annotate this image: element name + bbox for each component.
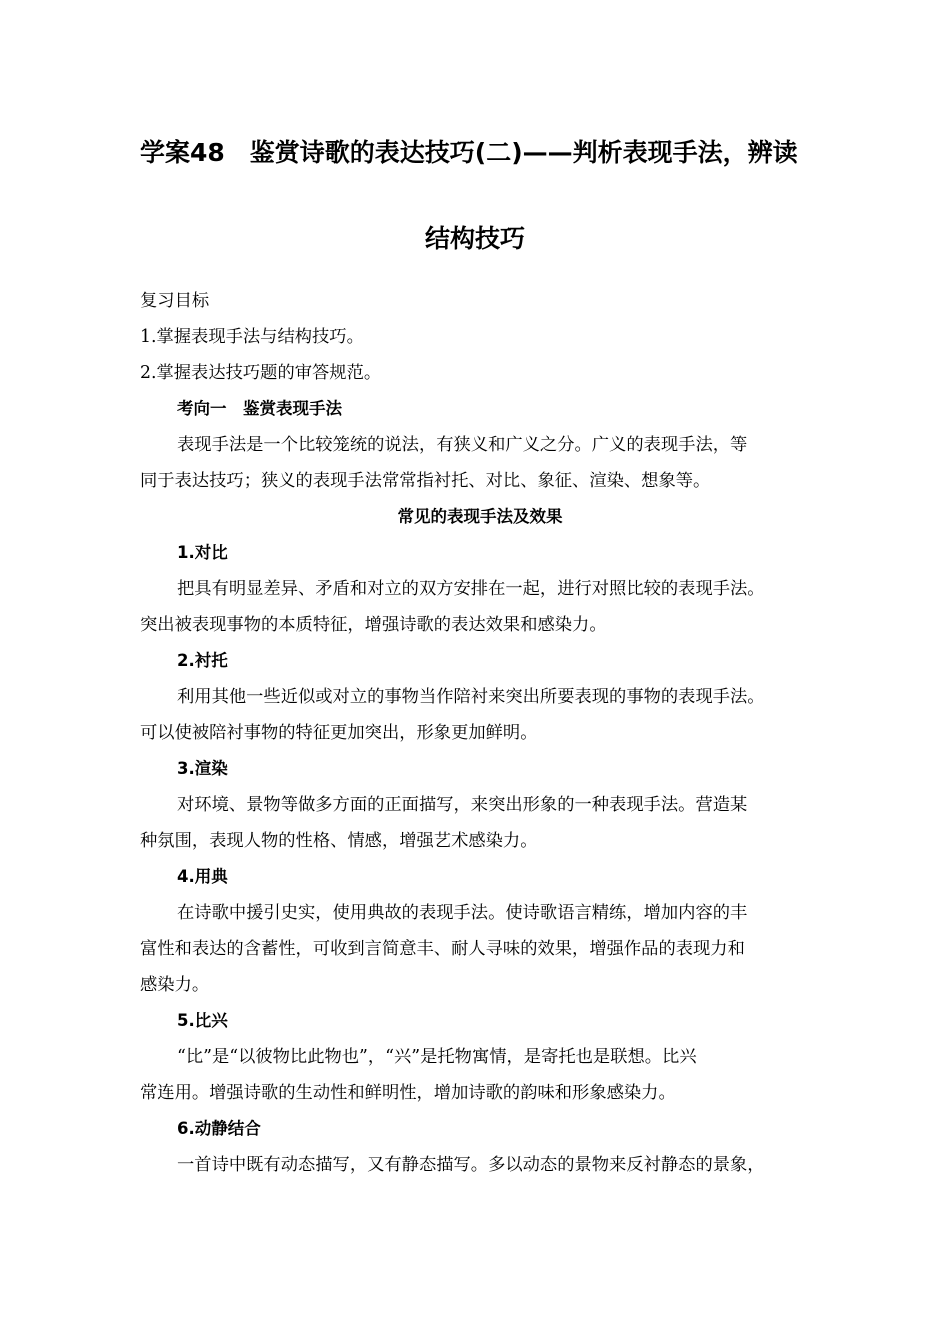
item-heading: 2.衬托 <box>177 651 228 670</box>
document-body <box>140 283 820 1183</box>
item-text-line: 对环境、景物等做多方面的正面描写，来突出形象的一种表现手法。营造某 <box>177 795 748 815</box>
item-text-line: “比”是“以彼物比此物也”，“兴”是托物寓情，是寄托也是联想。比兴 <box>177 1047 697 1067</box>
section-intro-line-2: 同于表达技巧；狭义的表现手法常常指衬托、对比、象征、渲染、想象等。 <box>140 471 711 491</box>
item-heading: 4.用典 <box>177 867 228 886</box>
review-goal-1: 1.掌握表现手法与结构技巧。 <box>140 327 364 347</box>
item-text-line: 可以使被陪衬事物的特征更加突出，形象更加鲜明。 <box>140 723 538 743</box>
item-text-line: 感染力。 <box>140 975 210 995</box>
item-text-line: 常连用。增强诗歌的生动性和鲜明性，增加诗歌的韵味和形象感染力。 <box>140 1083 676 1103</box>
item-heading: 1.对比 <box>177 543 228 562</box>
page-title-line-2: 结构技巧 <box>424 224 525 253</box>
item-text-line: 一首诗中既有动态描写，又有静态描写。多以动态的景物来反衬静态的景象， <box>177 1155 765 1175</box>
item-text-line: 利用其他一些近似或对立的事物当作陪衬来突出所要表现的事物的表现手法。 <box>177 687 765 707</box>
item-heading: 5.比兴 <box>177 1011 228 1030</box>
review-goal-2: 2.掌握表达技巧题的审答规范。 <box>140 363 382 383</box>
review-heading: 复习目标 <box>140 291 210 311</box>
section-intro-line-1: 表现手法是一个比较笼统的说法，有狭义和广义之分。广义的表现手法，等 <box>177 435 748 455</box>
section-subheading: 常见的表现手法及效果 <box>397 507 563 526</box>
item-heading: 6.动静结合 <box>177 1119 261 1138</box>
item-text-line: 种氛围，表现人物的性格、情感，增强艺术感染力。 <box>140 831 538 851</box>
item-text-line: 在诗歌中援引史实，使用典故的表现手法。使诗歌语言精练，增加内容的丰 <box>177 903 748 923</box>
page-title-line-1: 学案48 鉴赏诗歌的表达技巧(二)——判析表现手法，辨读 <box>140 138 798 167</box>
item-text-line: 富性和表达的含蓄性，可收到言简意丰、耐人寻味的效果，增强作品的表现力和 <box>140 939 745 959</box>
item-text-line: 把具有明显差异、矛盾和对立的双方安排在一起，进行对照比较的表现手法。 <box>177 579 765 599</box>
item-heading: 3.渲染 <box>177 759 228 778</box>
item-text-line: 突出被表现事物的本质特征，增强诗歌的表达效果和感染力。 <box>140 615 607 635</box>
section-heading: 考向一 鉴赏表现手法 <box>177 399 342 418</box>
